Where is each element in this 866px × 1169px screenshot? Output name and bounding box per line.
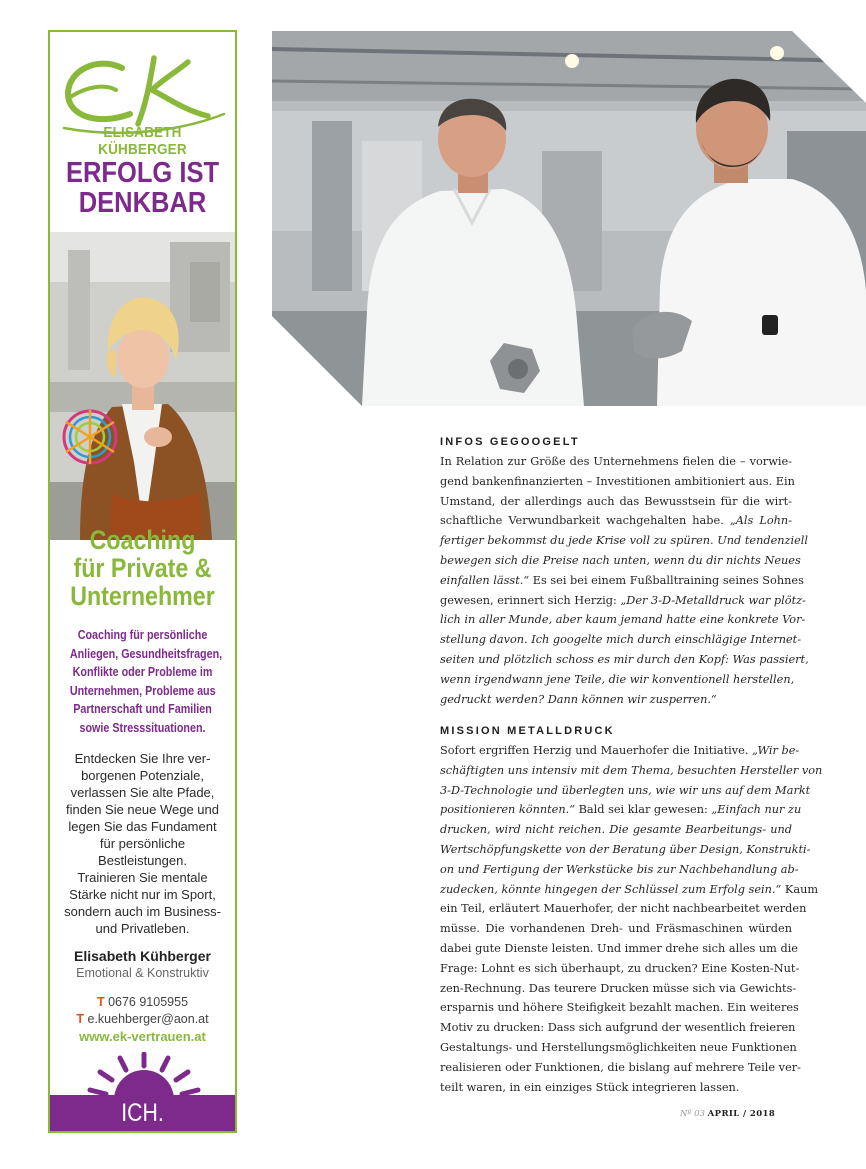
text-line: seiten und plötzlich schoss es mir durch den Kopf: Was passiert, bbox=[440, 652, 809, 666]
text-line: realisieren oder Funktionen, die bislang auf mehrere Teile ver- bbox=[440, 1060, 801, 1074]
contact-tagline: Emotional & Konstruktiv bbox=[76, 966, 209, 980]
text-line: drucken, wird nicht reichen. Die gesamte Bearbeitungs- und bbox=[440, 823, 792, 837]
sunburst-icon bbox=[84, 1052, 204, 1100]
contact-block bbox=[50, 994, 235, 1045]
coach-portrait-photo bbox=[50, 232, 235, 540]
text-line: gend bankenfinanzierten – Investitionen ambitioniert aus. Ein bbox=[440, 474, 795, 488]
body-line: Stärke nicht nur im Sport, bbox=[69, 887, 216, 902]
text-line: In Relation zur Größe des Unternehmens fielen die – vorwie- bbox=[440, 455, 792, 468]
section-heading: MISSION METALLDRUCK bbox=[440, 725, 615, 737]
text-line: teilt waren, in ein einziges Stück integrieren lassen. bbox=[440, 1080, 740, 1094]
text-line: zen-Rechnung. Das teurere Drucken müsse sich via Gewichts- bbox=[440, 981, 797, 995]
body-line: Trainieren Sie mentale bbox=[77, 870, 208, 885]
body-line: finden Sie neue Wege und bbox=[66, 802, 219, 817]
intro-line: Unternehmen, Probleme aus bbox=[69, 683, 216, 698]
text-line: Sofort ergriffen Herzig und Mauerhofer die Initiative. „Wir be- bbox=[440, 744, 800, 757]
text-line: Frage: Lohnt es sich überhaupt, zu drucken? Eine Kosten-Nut- bbox=[440, 961, 800, 975]
intro-line: Konflikte oder Probleme im bbox=[72, 665, 213, 679]
headline-line: ERFOLG IST bbox=[65, 157, 220, 189]
text-line: ein Teil, erläutert Mauerhofer, der nicht nachbearbeitet werden bbox=[440, 902, 807, 916]
body-line: borgenen Potenziale, bbox=[81, 768, 204, 783]
headline-line: DENKBAR bbox=[78, 187, 207, 219]
ad-title bbox=[63, 526, 222, 610]
brand-name: ELISABETH KÜHBERGER bbox=[98, 124, 187, 158]
body-line: für persönliche bbox=[99, 836, 186, 851]
email-row bbox=[50, 1011, 235, 1028]
intro-line: Partnerschaft und Familien bbox=[73, 702, 212, 716]
text-line: ersparnis und höhere Steifigkeit bezahlt machen. Ein weiteres bbox=[440, 1001, 799, 1015]
text-line: einfallen lässt.“ Es sei bei einem Fußballtraining seines Sohnes bbox=[440, 573, 804, 587]
body-line: Bestleistungen. bbox=[98, 853, 187, 868]
ad-intro bbox=[69, 626, 223, 737]
text-line: zudecken, könnte hingegen der Schlüssel zum Erfolg sein.“ Kaum bbox=[440, 882, 819, 896]
text-line: schäftigten uns intensiv mit dem Thema, besuchten Hersteller von bbox=[440, 763, 823, 777]
section-heading: INFOS GEGOOGELT bbox=[440, 436, 580, 448]
website-link[interactable]: www.ek-vertrauen.at bbox=[79, 1029, 206, 1044]
intro-line: Anliegen, Gesundheitsfragen, bbox=[69, 646, 223, 661]
article-paragraph bbox=[440, 741, 823, 1097]
body-line: verlassen Sie alte Pfade, bbox=[70, 785, 215, 800]
ad-headline bbox=[61, 158, 224, 218]
text-line: dabei gute Dienste leisten. Und immer drehe sich alles um die bbox=[440, 941, 798, 955]
text-line: gedruckt werden? Dann können wir zusperren.“ bbox=[440, 692, 717, 706]
body-line: und Privatleben. bbox=[95, 921, 190, 936]
article-section-infos-gegoogelt bbox=[440, 436, 809, 709]
title-line: für Private & bbox=[73, 553, 212, 583]
title-line: Coaching bbox=[89, 525, 196, 555]
phone-prefix: T bbox=[96, 995, 105, 1009]
advertisement-panel bbox=[48, 30, 237, 1133]
hero-photo-two-men-3d-printed-parts bbox=[272, 31, 866, 406]
phone-number: 0676 9105955 bbox=[108, 995, 189, 1009]
ich-label: ICH. bbox=[121, 1099, 164, 1127]
text-line: Gestaltungs- und Herstellungsmöglichkeiten neue Funktionen bbox=[440, 1040, 797, 1054]
text-line: schaftliche Verwundbarkeit wachgehalten habe. „Als Lohn- bbox=[440, 514, 793, 528]
issue-number: Nº 03 bbox=[680, 1109, 705, 1119]
article-paragraph bbox=[440, 452, 809, 709]
body-line: legen Sie das Fundament bbox=[68, 819, 217, 834]
title-line: Unternehmer bbox=[70, 581, 215, 611]
text-line: müsse. Die vorhandenen Dreh- und Fräsmaschinen würden bbox=[440, 922, 792, 936]
text-line: fertiger bekommst du jede Krise voll zu spüren. Und tendenziell bbox=[440, 534, 809, 548]
contact-name: Elisabeth Kühberger bbox=[74, 948, 211, 964]
ad-body-text bbox=[54, 750, 231, 937]
body-line: Entdecken Sie Ihre ver- bbox=[74, 751, 211, 766]
text-line: Wertschöpfungskette von der Beratung über Design, Konstrukti- bbox=[440, 842, 811, 856]
text-line: 3-D-Technologie und überlegten uns, wie wir uns auf dem Markt bbox=[440, 783, 811, 797]
issue-date: APRIL / 2018 bbox=[707, 1109, 776, 1119]
text-line: positionieren könnten.“ Bald sei klar gewesen: „Einfach nur zu bbox=[440, 803, 802, 817]
text-line: gewesen, erinnert sich Herzig: „Der 3-D-Metalldruck war plötz- bbox=[440, 593, 806, 607]
phone-row bbox=[50, 994, 235, 1011]
article-section-mission-metalldruck bbox=[440, 725, 823, 1097]
text-line: stellung davon. Ich googelte mich durch einschlägige Internet- bbox=[440, 633, 802, 647]
email-prefix: T bbox=[76, 1012, 85, 1026]
text-line: Motiv zu drucken: Dass sich aufgrund der wesentlich freieren bbox=[440, 1021, 796, 1035]
text-line: wenn irgendwann jene Teile, die wir konventionell herstellen, bbox=[440, 672, 795, 686]
text-line: lich in aller Munde, aber kaum jemand hatte eine konkrete Vor- bbox=[440, 613, 806, 627]
intro-line: Coaching für persönliche bbox=[77, 628, 208, 642]
intro-line: sowie Stresssituationen. bbox=[79, 720, 206, 735]
page-footer bbox=[680, 1109, 775, 1119]
email-address[interactable]: e.kuehberger@aon.at bbox=[87, 1012, 209, 1026]
text-line: Umstand, der allerdings auch das Bewusstsein für die wirt- bbox=[440, 494, 792, 508]
text-line: bewegen sich die Preise nach unten, wenn du dir nichts Neues bbox=[440, 553, 801, 567]
body-line: sondern auch im Business- bbox=[64, 904, 221, 919]
text-line: on und Fertigung der Werkstücke bis zur Nachbehandlung ab- bbox=[440, 862, 799, 876]
